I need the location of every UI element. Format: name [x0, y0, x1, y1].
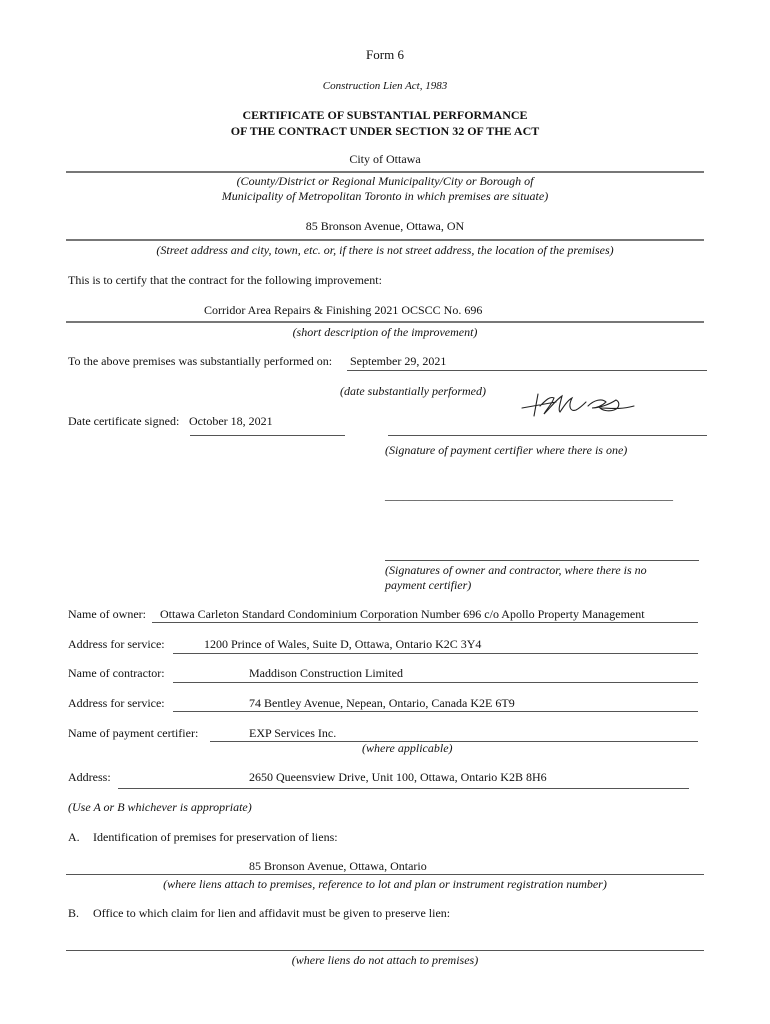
date-signed-value: October 18, 2021	[189, 414, 273, 428]
payment-certifier-value: EXP Services Inc.	[249, 726, 337, 740]
signature-image	[516, 386, 640, 422]
title-line-1: CERTIFICATE OF SUBSTANTIAL PERFORMANCE	[242, 108, 528, 122]
contractor-label: Name of contractor:	[68, 666, 165, 680]
municipality-line	[66, 171, 704, 173]
payment-certifier-caption: (where applicable)	[362, 741, 453, 755]
improvement-value: Corridor Area Repairs & Finishing 2021 OCSCC No. 696	[204, 303, 483, 317]
premises-line	[66, 239, 704, 241]
owner-value: Ottawa Carleton Standard Condominium Corporation Number 696 c/o Apollo Property Management	[160, 607, 645, 621]
owner-label: Name of owner:	[68, 607, 146, 621]
date-signed-line	[190, 435, 345, 436]
payment-certifier-signature-line	[388, 435, 707, 436]
contractor-address-line	[173, 711, 698, 712]
date-signed-label: Date certificate signed:	[68, 414, 180, 428]
contractor-value: Maddison Construction Limited	[249, 666, 403, 680]
option-a-line	[66, 874, 704, 875]
option-a-text: Identification of premises for preservation of liens:	[93, 830, 338, 844]
payment-certifier-signature-caption: (Signature of payment certifier where there is one)	[385, 443, 628, 457]
premises-value: 85 Bronson Avenue, Ottawa, ON	[305, 219, 465, 233]
act-name: Construction Lien Act, 1983	[322, 80, 448, 92]
contractor-address-label: Address for service:	[68, 696, 165, 710]
option-b-marker: B.	[68, 906, 80, 920]
option-a-marker: A.	[68, 830, 80, 844]
owner-contractor-signature-caption-1: (Signatures of owner and contractor, where there is no	[385, 563, 647, 577]
owner-address-label: Address for service:	[68, 637, 165, 651]
improvement-caption: (short description of the improvement)	[292, 325, 478, 339]
form-number: Form 6	[366, 47, 404, 62]
contractor-address-value: 74 Bentley Avenue, Nepean, Ontario, Canada K2E 6T9	[249, 696, 515, 710]
owner-address-value: 1200 Prince of Wales, Suite D, Ottawa, Ontario K2C 3Y4	[204, 637, 482, 651]
option-a-caption: (where liens attach to premises, reference to lot and plan or instrument registration number)	[163, 877, 607, 891]
payment-certifier-line	[210, 741, 698, 742]
title-line-2: OF THE CONTRACT UNDER SECTION 32 OF THE ACT	[230, 124, 540, 138]
premises-caption: (Street address and city, town, etc. or, if there is not street address, the location of the premises)	[156, 243, 614, 257]
options-note: (Use A or B whichever is appropriate)	[68, 800, 252, 814]
payment-certifier-label: Name of payment certifier:	[68, 726, 199, 740]
municipality-caption-1: (County/District or Regional Municipality/City or Borough of	[236, 174, 534, 188]
performance-line	[347, 370, 707, 371]
owner-signature-blank: ________________________________________________	[385, 488, 673, 502]
owner-contractor-signature-caption-2: payment certifier)	[385, 578, 472, 592]
certifier-address-line	[118, 788, 689, 789]
contractor-signature-line	[385, 560, 699, 561]
municipality-value: City of Ottawa	[349, 152, 421, 166]
owner-line	[152, 622, 698, 623]
owner-address-line	[173, 653, 698, 654]
option-b-line	[66, 950, 704, 951]
option-b-text: Office to which claim for lien and affidavit must be given to preserve lien:	[93, 906, 451, 920]
municipality-caption-2: Municipality of Metropolitan Toronto in which premises are situate)	[221, 189, 549, 203]
improvement-line	[66, 321, 704, 323]
performance-caption: (date substantially performed)	[340, 384, 486, 398]
certifier-address-label: Address:	[68, 770, 111, 784]
contractor-line	[173, 682, 698, 683]
performance-date: September 29, 2021	[350, 354, 447, 368]
improvement-intro: This is to certify that the contract for the following improvement:	[68, 273, 382, 287]
performance-label: To the above premises was substantially performed on:	[68, 354, 333, 368]
option-a-value: 85 Bronson Avenue, Ottawa, Ontario	[249, 859, 427, 873]
option-b-caption: (where liens do not attach to premises)	[291, 953, 479, 967]
certifier-address-value: 2650 Queensview Drive, Unit 100, Ottawa, Ontario K2B 8H6	[249, 770, 547, 784]
